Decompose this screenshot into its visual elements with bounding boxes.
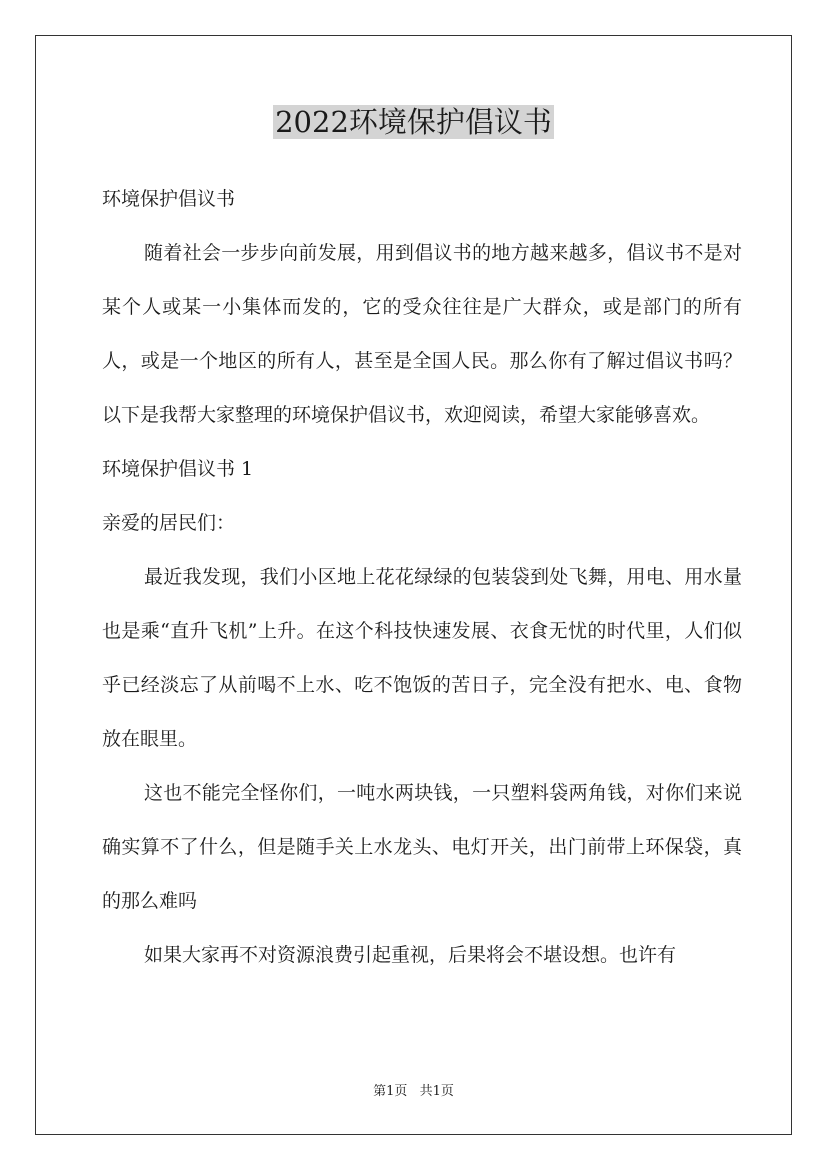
section-heading-1: 环境保护倡议书 1	[102, 458, 254, 480]
paragraph-intro: 随着社会一步步向前发展，用到倡议书的地方越来越多，倡议书不是对某个人或某一小集体而发的，它的受众往往是广大群众，或是部门的所有人，或是一个地区的所有人，甚至是全国人民。那么你有了解过倡议书吗？以下是我帮大家整理的环境保护倡议书，欢迎阅读，希望大家能够喜欢。	[102, 242, 742, 426]
page-number: 第1页	[373, 1084, 408, 1099]
salutation: 亲爱的居民们：	[102, 512, 236, 534]
document-title	[0, 102, 827, 142]
paragraph-appeal: 这也不能完全怪你们，一吨水两块钱，一只塑料袋两角钱，对你们来说确实算不了什么，但是随手关上水龙头、电灯开关，出门前带上环保袋，真的那么难吗	[102, 782, 742, 912]
page-footer	[0, 1083, 827, 1101]
document-body	[102, 172, 742, 982]
paragraph-heading: 环境保护倡议书	[102, 188, 236, 210]
paragraph-consequence: 如果大家再不对资源浪费引起重视，后果将会不堪设想。也许有	[144, 944, 677, 966]
paragraph-observation: 最近我发现，我们小区地上花花绿绿的包装袋到处飞舞，用电、用水量也是乘“直升飞机”上升。在这个科技快速发展、衣食无忧的时代里，人们似乎已经淡忘了从前喝不上水、吃不饱饭的苦日子，完全没有把水、电、食物放在眼里。	[102, 566, 742, 750]
page-total: 共1页	[419, 1084, 454, 1099]
document-title-text: 2022环境保护倡议书	[275, 105, 552, 139]
